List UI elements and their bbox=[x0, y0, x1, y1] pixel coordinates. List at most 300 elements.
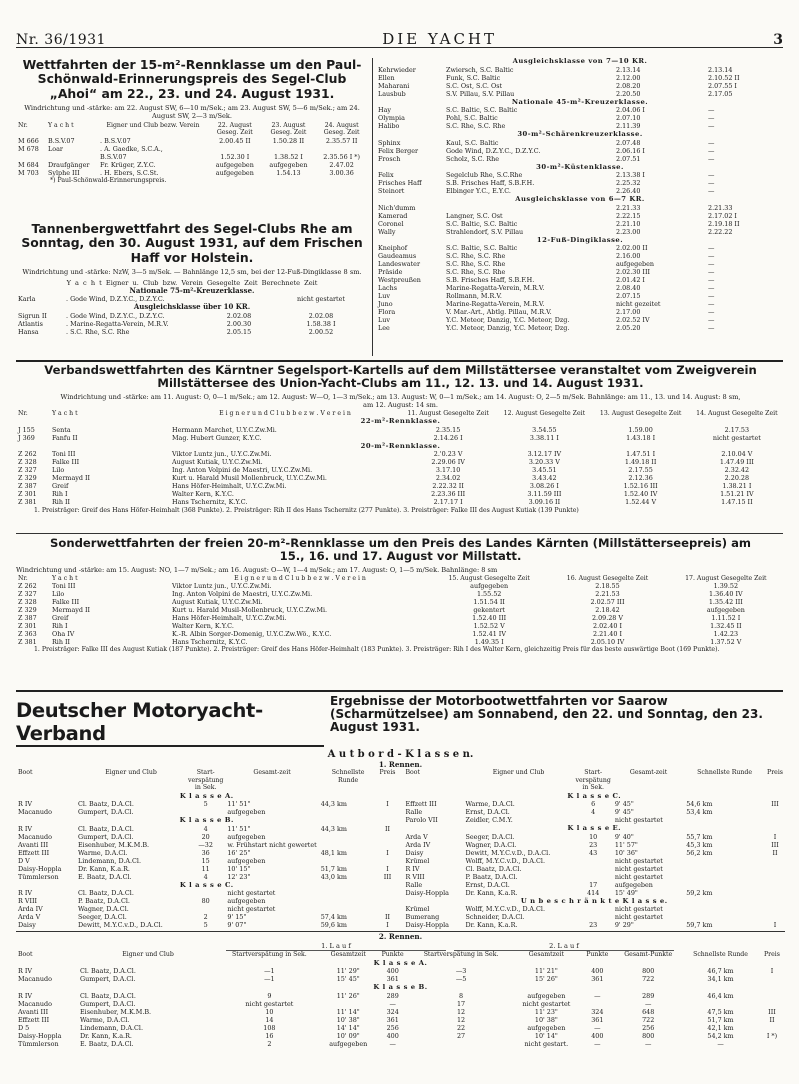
table-cell: 9' 15" bbox=[227, 913, 247, 921]
table-cell: 2.01.42 I bbox=[616, 276, 645, 284]
results-table bbox=[376, 57, 784, 332]
table-cell: Rih I bbox=[52, 490, 68, 499]
table-cell: Nich'dumm bbox=[378, 203, 416, 212]
table-cell: nicht gestartet bbox=[614, 864, 663, 873]
table-cell: Rollmann, M.R.V. bbox=[446, 292, 502, 300]
table-cell: — bbox=[708, 146, 715, 155]
table-cell: 2.26.40 bbox=[616, 187, 641, 195]
table-cell: — bbox=[594, 991, 601, 1000]
table-cell bbox=[759, 1040, 785, 1048]
table-cell: Krümel bbox=[405, 905, 430, 913]
table-cell: 2.20.50 bbox=[616, 89, 641, 98]
table-row bbox=[16, 865, 398, 873]
table-cell: Zwiersch, S.C. Baltic bbox=[446, 65, 514, 74]
table-cell: 2.35.15 bbox=[435, 425, 461, 434]
table-cell: III bbox=[768, 1007, 776, 1016]
table-cell: Cl. Baatz, D.A.Cl. bbox=[78, 800, 134, 808]
table-cell: Avanti III bbox=[18, 1007, 49, 1016]
section-results-continued bbox=[376, 57, 784, 357]
table-cell bbox=[574, 865, 613, 873]
table-cell: 54,2 km bbox=[707, 1031, 734, 1040]
table-cell: 51,7 km bbox=[707, 1015, 734, 1024]
section-divider bbox=[16, 690, 783, 692]
table-cell: 2.47.02 bbox=[329, 160, 354, 169]
table-cell: — bbox=[708, 324, 715, 332]
class-heading: Ausgleichsklasse von 6—7 KR. bbox=[515, 195, 645, 203]
column-header: 12. August Gesegelte Zeit bbox=[503, 409, 586, 417]
table-cell: Rih I bbox=[52, 622, 68, 631]
wind-info: Windrichtung und -stärke: am 11. August: O, 0—1 m/Sek.; am 12. August: W—O, 1—3 m/Sek.; am 13. August: W, 0—1 m/Sek.; am 14. August: O, 2—5 m/Sek. Bahnlänge: am 11., 13. und 14. August: 8 sm, am 12. August: 14 sm. bbox=[60, 392, 741, 409]
table-cell: 1.37.52 V bbox=[710, 638, 742, 647]
table-cell: Ing. Anton Volpini de Maestri, U.Y.C.Zw.Mi. bbox=[172, 466, 313, 475]
column-header: Startverspätung in Sek. bbox=[423, 951, 499, 958]
table-cell: R VIII bbox=[18, 897, 38, 905]
table-cell bbox=[759, 1000, 785, 1008]
table-cell: Daisy-Hoppla bbox=[405, 921, 449, 929]
table-cell: 324 bbox=[386, 1007, 399, 1016]
table-cell: M 684 bbox=[18, 160, 39, 169]
table-row bbox=[376, 82, 784, 90]
table-cell: Mag. Hubert Gunzer, K.Y.C. bbox=[172, 433, 262, 442]
table-cell bbox=[16, 153, 46, 161]
table-row bbox=[16, 841, 398, 849]
table-cell: nicht gestartet bbox=[614, 872, 663, 881]
table-row bbox=[376, 147, 784, 155]
table-row bbox=[404, 873, 786, 881]
table-row bbox=[376, 204, 784, 212]
class-row bbox=[404, 897, 786, 906]
table-row bbox=[16, 905, 398, 913]
table-cell: 2.17.17 I bbox=[433, 498, 463, 507]
table-cell: aufgegeben bbox=[527, 991, 566, 1000]
class-heading: 22-m²-Rennklasse. bbox=[360, 417, 441, 426]
table-cell: 15 bbox=[201, 856, 210, 865]
table-cell: Arda V bbox=[18, 913, 41, 921]
table-cell bbox=[574, 913, 613, 921]
table-cell: 54,6 km bbox=[686, 800, 713, 808]
table-cell: Mermayd II bbox=[52, 606, 91, 615]
table-cell bbox=[186, 905, 225, 913]
table-cell bbox=[684, 865, 765, 873]
column-header: Schnellste Runde bbox=[697, 769, 753, 776]
class-heading: K l a s s e B. bbox=[179, 816, 234, 824]
class-row bbox=[16, 816, 398, 825]
column-header: 13. August Gesegelte Zeit bbox=[599, 409, 682, 417]
table-cell: Dewitt, M.Y.C.v.D., D.A.Cl. bbox=[78, 921, 163, 929]
class-heading: 30-m²-Schärenkreuzerklasse. bbox=[517, 130, 643, 138]
class-heading: 20-m²-Rennklasse. bbox=[360, 441, 441, 450]
table-cell: 2.17.05 bbox=[708, 89, 733, 98]
table-cell: 4 bbox=[591, 808, 596, 816]
table-row bbox=[376, 187, 784, 195]
column-header: Schnellste Runde bbox=[331, 769, 365, 784]
table-cell: Maharani bbox=[378, 81, 410, 90]
table-row bbox=[376, 122, 784, 130]
class-heading: 30-m²-Küstenklasse. bbox=[536, 162, 624, 171]
footnote: 1. Preisträger: Greif des Hans Höfer-Heimhalt (368 Punkte). 2. Preisträger: Rih II des Hans Tschernitz (277 Punkte). 3. Preisträger: Falke III des August Kutiak (139 Punkte) bbox=[34, 507, 579, 515]
table-cell: D 5 bbox=[18, 1023, 30, 1032]
table-cell: 2.02.08 bbox=[226, 311, 252, 320]
table-cell: Olympia bbox=[378, 114, 405, 122]
table-cell: Kaul, S.C. Baltic bbox=[446, 138, 499, 147]
table-cell: Hans Höfer-Heimhalt, U.Y.C.Zw.Mi. bbox=[172, 614, 287, 623]
table-cell: R IV bbox=[405, 864, 420, 873]
table-cell: aufgegeben bbox=[470, 582, 509, 591]
table-cell bbox=[378, 841, 398, 849]
table-row bbox=[16, 312, 368, 320]
table-cell: 10 bbox=[589, 832, 598, 841]
results-table bbox=[16, 410, 785, 507]
table-row bbox=[16, 992, 785, 1000]
column-header: 22. August Geseg. Zeit bbox=[216, 121, 253, 137]
table-cell: Viktor Luntz jun., U.Y.C.Zw.Mi. bbox=[172, 582, 272, 591]
table-cell: Lilo bbox=[52, 466, 65, 475]
table-cell: S.C. Rhe, S.C. Rhe bbox=[446, 268, 506, 276]
table-cell: — bbox=[708, 138, 715, 147]
table-cell bbox=[759, 975, 785, 983]
table-cell: 1.52.40 IV bbox=[623, 490, 658, 499]
table-cell: Seeger, D.A.Cl. bbox=[465, 832, 515, 841]
table-cell: — bbox=[717, 1039, 724, 1048]
table-cell: Dr. Kann, K.a.R. bbox=[80, 1031, 132, 1040]
table-row bbox=[16, 474, 785, 482]
table-cell: — bbox=[708, 171, 715, 179]
table-cell: Arda V bbox=[405, 832, 428, 841]
table-cell: 11' 26" bbox=[336, 991, 360, 1000]
table-cell: 1.58.38 I bbox=[306, 319, 336, 328]
table-cell bbox=[765, 881, 785, 889]
table-cell: 2.16.00 bbox=[616, 252, 641, 260]
table-cell: Y.C. Meteor, Danzig, Y.C. Meteor, Dzg. bbox=[446, 324, 570, 332]
table-cell: V. Mar.-Art., Abtlg. Pillau, M.R.V. bbox=[446, 308, 552, 316]
table-row bbox=[376, 316, 784, 324]
table-cell: 400 bbox=[591, 1031, 604, 1040]
table-cell: aufgegeben bbox=[215, 168, 254, 177]
table-cell: 2.13.14 bbox=[616, 65, 641, 74]
race-heading-2: 2. Rennen. bbox=[16, 931, 785, 941]
section-tannenberg-regatta bbox=[16, 222, 368, 364]
table-cell bbox=[765, 857, 785, 865]
table-cell bbox=[580, 1000, 614, 1008]
table-cell: 108 bbox=[263, 1023, 276, 1032]
results-table bbox=[16, 575, 785, 647]
table-cell: 800 bbox=[642, 967, 655, 975]
table-cell: Steinort bbox=[378, 187, 405, 195]
table-row bbox=[376, 324, 784, 332]
table-cell: R IV bbox=[18, 824, 32, 833]
table-cell: aufgegeben bbox=[329, 1039, 368, 1048]
table-row bbox=[376, 308, 784, 316]
table-cell: 1.49.35 I bbox=[474, 638, 504, 647]
table-cell: 15' 49" bbox=[614, 888, 638, 897]
table-cell: nicht gestartet bbox=[227, 905, 276, 913]
class-row bbox=[16, 417, 785, 426]
wind-info: Windrichtung und -stärke: am 22. August SW, 6—10 m/Sek.; am 23. August SW, 5—6 m/Sek.; am 24. August SW, 2—3 m/Sek. bbox=[24, 103, 360, 120]
section-title: Verbandswettfahrten des Kärntner Segelsport-Kartells auf dem Millstättersee veranstaltet vom Zweigverein Millstättersee des Union-Yacht-Clubs am 11., 12. 13. und 14. August 1931. bbox=[44, 364, 757, 391]
table-row bbox=[16, 833, 398, 841]
table-cell: Hay bbox=[378, 106, 391, 114]
class-row bbox=[16, 983, 785, 992]
column-header: E i g n e r u n d C l u b b e z w . V e r e i n bbox=[219, 409, 351, 417]
table-cell: Z 363 bbox=[18, 630, 37, 639]
table-cell: 400 bbox=[591, 967, 604, 975]
table-cell: Lee bbox=[378, 324, 390, 332]
table-cell: nicht gestartet bbox=[297, 295, 345, 304]
table-cell: 3.08.26 I bbox=[529, 482, 559, 491]
table-cell: — bbox=[708, 252, 715, 260]
table-cell: 15' 26" bbox=[534, 975, 558, 983]
table-cell bbox=[574, 905, 613, 913]
column-header: Nr. bbox=[18, 409, 28, 417]
table-cell: 11' 51" bbox=[227, 800, 251, 808]
table-cell: Marine-Regatta-Verein, M.R.V. bbox=[446, 300, 545, 308]
column-header: Boot bbox=[18, 769, 33, 776]
table-row bbox=[376, 155, 784, 163]
table-cell: Kneiphof bbox=[378, 244, 408, 252]
table-cell: Y.C. Meteor, Danzig, Y.C. Meteor, Dzg. bbox=[446, 316, 570, 324]
table-cell: 2.02.52 IV bbox=[616, 316, 650, 324]
table-row bbox=[16, 975, 785, 983]
table-cell: 2.07.15 bbox=[616, 292, 641, 300]
table-cell: 10' 38" bbox=[534, 1015, 558, 1024]
table-cell: Senta bbox=[52, 425, 71, 434]
table-cell bbox=[319, 889, 378, 897]
table-row bbox=[376, 252, 784, 260]
column-header: Eigner und Club bbox=[122, 951, 174, 958]
table-cell: nicht gestartet bbox=[614, 905, 663, 913]
table-cell: Sylphe III bbox=[48, 168, 80, 177]
column-headers: Y a c h t Eigner u. Club bzw. Verein Gesegelte Zeit Berechnete Zeit bbox=[66, 278, 318, 287]
column-header: Gesamt-zeit bbox=[253, 769, 291, 776]
table-cell: Elbinger Y.C., E.Y.C. bbox=[446, 187, 511, 195]
table-row bbox=[376, 284, 784, 292]
table-cell: 1.11.52 I bbox=[711, 614, 741, 623]
table-cell: Rih II bbox=[52, 498, 71, 507]
column-header: Punkte bbox=[586, 951, 609, 958]
table-cell: R IV bbox=[18, 967, 32, 975]
table-cell: 2.05.20 bbox=[616, 324, 641, 332]
table-cell: Parolo VII bbox=[405, 816, 438, 824]
table-cell: 400 bbox=[386, 967, 399, 975]
table-cell: 27 bbox=[456, 1031, 466, 1040]
table-cell: Macanudo bbox=[18, 999, 52, 1008]
table-cell: 1.47.15 II bbox=[721, 498, 753, 507]
table-cell: Daisy-Hoppla bbox=[18, 1031, 62, 1040]
table-cell: Lilo bbox=[52, 590, 65, 599]
table-cell: Lindemann, D.A.Cl. bbox=[80, 1023, 143, 1032]
table-cell: Flora bbox=[378, 308, 396, 316]
table-cell: 1.49.18 II bbox=[624, 458, 657, 467]
table-cell: Hermann Marchet, U.Y.C.Zw.Mi. bbox=[172, 425, 277, 434]
table-row bbox=[16, 873, 398, 881]
table-cell: 2.18.55 bbox=[595, 582, 620, 591]
table-row bbox=[404, 841, 786, 849]
table-cell: Felix Berger bbox=[378, 146, 419, 155]
column-header: E i g n e r u n d C l u b b e z w . V e r e i n bbox=[234, 574, 366, 582]
table-cell: 23 bbox=[589, 921, 598, 929]
column-header: Nr. bbox=[18, 574, 28, 582]
table-cell: 1.54.13 bbox=[276, 168, 301, 177]
table-cell bbox=[759, 992, 785, 1000]
table-cell: 2.13.14 bbox=[708, 65, 733, 74]
table-cell: 800 bbox=[642, 1031, 655, 1040]
table-cell: Gumpert, D.A.Cl. bbox=[78, 808, 134, 816]
table-cell: Gode Wind, D.Z.Y.C., D.Z.Y.C. bbox=[446, 146, 541, 155]
table-row bbox=[16, 450, 785, 458]
table-cell: 11' 57" bbox=[614, 840, 638, 849]
table-cell: Viktor Luntz jun., U.Y.C.Zw.Mi. bbox=[172, 450, 272, 459]
table-cell bbox=[410, 1040, 513, 1048]
table-cell: 1.51.54 II bbox=[473, 598, 505, 607]
table-cell: 59,6 km bbox=[320, 921, 347, 929]
table-cell: Daisy bbox=[405, 848, 424, 857]
table-cell: 16 bbox=[265, 1031, 274, 1040]
table-cell: 1.35.42 III bbox=[708, 598, 743, 607]
table-cell: Frisches Haff bbox=[378, 179, 422, 187]
table-cell bbox=[684, 881, 765, 889]
table-cell: II bbox=[384, 824, 391, 833]
table-cell bbox=[315, 145, 368, 153]
table-row bbox=[376, 106, 784, 114]
table-cell: 2.17.02 I bbox=[708, 211, 737, 220]
table-cell: — bbox=[708, 122, 715, 130]
table-cell: Dr. Kann, K.a.R. bbox=[465, 921, 518, 929]
table-cell: . Gode Wind, D.Z.Y.C., D.Z.Y.C. bbox=[66, 311, 165, 320]
race2-table bbox=[16, 951, 785, 1048]
class-row bbox=[16, 881, 398, 890]
table-cell: Avanti III bbox=[18, 840, 49, 849]
table-row bbox=[16, 614, 785, 622]
table-cell: 53,4 km bbox=[686, 808, 713, 816]
table-cell: 6 bbox=[591, 800, 596, 808]
table-cell: w. Frühstart nicht gewertet bbox=[227, 840, 317, 849]
table-cell: 10' 14" bbox=[534, 1031, 558, 1040]
table-row bbox=[404, 913, 786, 921]
table-row bbox=[16, 889, 398, 897]
table-row bbox=[16, 1040, 785, 1048]
table-cell: Dewitt, M.Y.C.v.D., D.A.Cl. bbox=[465, 848, 551, 857]
table-cell: 10' 15" bbox=[227, 864, 251, 873]
table-cell: 289 bbox=[642, 991, 655, 1000]
table-row bbox=[376, 90, 784, 98]
table-cell: 12 bbox=[456, 1015, 466, 1024]
table-cell: Z 328 bbox=[18, 458, 37, 467]
table-row bbox=[404, 800, 786, 808]
table-cell: 10' 09" bbox=[336, 1031, 360, 1040]
table-cell: 36 bbox=[201, 848, 210, 857]
table-cell: Kurt u. Harald Musil-Mollenbruck, U.Y.C.Zw.Mi. bbox=[172, 606, 328, 615]
table-cell: 2.17.55 bbox=[628, 466, 653, 475]
table-row bbox=[16, 320, 368, 328]
table-cell: — bbox=[708, 187, 715, 195]
table-cell: 9' 29" bbox=[614, 921, 634, 929]
table-cell: 11' 29" bbox=[336, 967, 360, 975]
table-cell: 47,5 km bbox=[707, 1007, 734, 1016]
table-row bbox=[376, 171, 784, 179]
table-cell: Krümel bbox=[405, 856, 430, 865]
table-cell bbox=[378, 905, 398, 913]
table-row bbox=[404, 905, 786, 913]
table-cell: 1.52.30 I bbox=[220, 152, 250, 161]
footnote: *) Paul-Schönwald-Erinnerungspreis. bbox=[50, 176, 167, 184]
table-cell: 80 bbox=[201, 897, 210, 905]
table-row bbox=[16, 328, 368, 336]
table-row bbox=[376, 74, 784, 82]
table-cell: S.B. Frisches Haff, S.B.F.H. bbox=[446, 276, 535, 284]
table-row bbox=[16, 800, 398, 808]
table-cell: 11' 51" bbox=[227, 824, 251, 833]
table-cell: 12 bbox=[456, 1007, 466, 1016]
table-cell: E. Baatz, D.A.Cl. bbox=[78, 872, 132, 881]
table-cell bbox=[444, 204, 614, 212]
table-row bbox=[376, 139, 784, 147]
table-cell: II bbox=[384, 913, 391, 921]
table-cell: Kamerad bbox=[378, 211, 408, 220]
table-cell: 2.32.42 bbox=[724, 466, 750, 475]
results-table-2 bbox=[16, 312, 368, 336]
table-cell: 2.34.02 bbox=[435, 474, 461, 483]
table-cell: 2.00.45 II bbox=[219, 136, 251, 145]
column-header: Boot bbox=[405, 769, 420, 776]
table-cell: . Marine-Regatta-Verein, M.R.V. bbox=[66, 319, 169, 328]
table-row bbox=[16, 490, 785, 498]
table-cell: Warme, D.A.Cl. bbox=[78, 848, 128, 857]
class-heading: K l a s s e B. bbox=[373, 983, 428, 991]
table-cell: aufgegeben bbox=[227, 856, 266, 865]
table-cell: nicht gestartet bbox=[614, 856, 663, 865]
table-row bbox=[376, 114, 784, 122]
table-cell: Ralle bbox=[405, 880, 423, 889]
table-cell: . B.S.V.07 bbox=[100, 136, 131, 145]
table-cell: 46,7 km bbox=[707, 967, 734, 975]
table-row bbox=[16, 825, 398, 833]
table-row bbox=[16, 458, 785, 466]
table-cell: Strahlendorf, S.V. Pillau bbox=[446, 227, 524, 236]
table-cell: Z 381 bbox=[18, 498, 37, 507]
wind-info: Windrichtung und -stärke: NzW, 3—5 m/Sek. — Bahnlänge 12,5 sm, bei der 12-Fuß-Dingiklasse 8 sm. bbox=[22, 267, 362, 276]
table-cell: Z 301 bbox=[18, 490, 37, 499]
table-cell: 42,1 km bbox=[707, 1023, 734, 1032]
table-cell: 2.17.53 bbox=[724, 425, 750, 434]
table-cell: Oha IV bbox=[52, 630, 75, 639]
class-row bbox=[376, 130, 784, 139]
table-cell: 1.47.51 I bbox=[626, 450, 656, 459]
table-cell: 11' 14" bbox=[336, 1007, 360, 1016]
table-cell: Dr. Kann, K.a.R. bbox=[465, 888, 518, 897]
table-cell bbox=[319, 905, 378, 913]
table-cell: 324 bbox=[591, 1007, 604, 1016]
table-cell bbox=[684, 816, 765, 824]
table-cell: Macanudo bbox=[18, 832, 52, 841]
table-cell: Juno bbox=[378, 300, 393, 308]
table-cell: 2.10.52 II bbox=[708, 73, 740, 82]
table-cell: . Gode Wind, D.Z.Y.C., D.Z.Y.C. bbox=[66, 295, 165, 304]
table-cell: 44,3 km bbox=[320, 800, 347, 808]
table-row bbox=[16, 897, 398, 905]
table-cell: 361 bbox=[591, 1015, 604, 1024]
table-cell: Tümmlerson bbox=[18, 1039, 59, 1048]
table-cell: Gumpert, D.A.Cl. bbox=[80, 999, 136, 1008]
table-cell bbox=[319, 833, 378, 841]
table-cell: 34,1 km bbox=[707, 975, 734, 983]
table-cell: — bbox=[708, 114, 715, 122]
class-row bbox=[376, 195, 784, 204]
table-cell: 1.36.40 IV bbox=[709, 590, 743, 599]
table-row bbox=[16, 137, 368, 145]
table-cell: 57,4 km bbox=[320, 913, 347, 921]
table-cell: Warme, D.A.Cl. bbox=[80, 1015, 130, 1024]
table-cell: 256 bbox=[642, 1023, 655, 1032]
